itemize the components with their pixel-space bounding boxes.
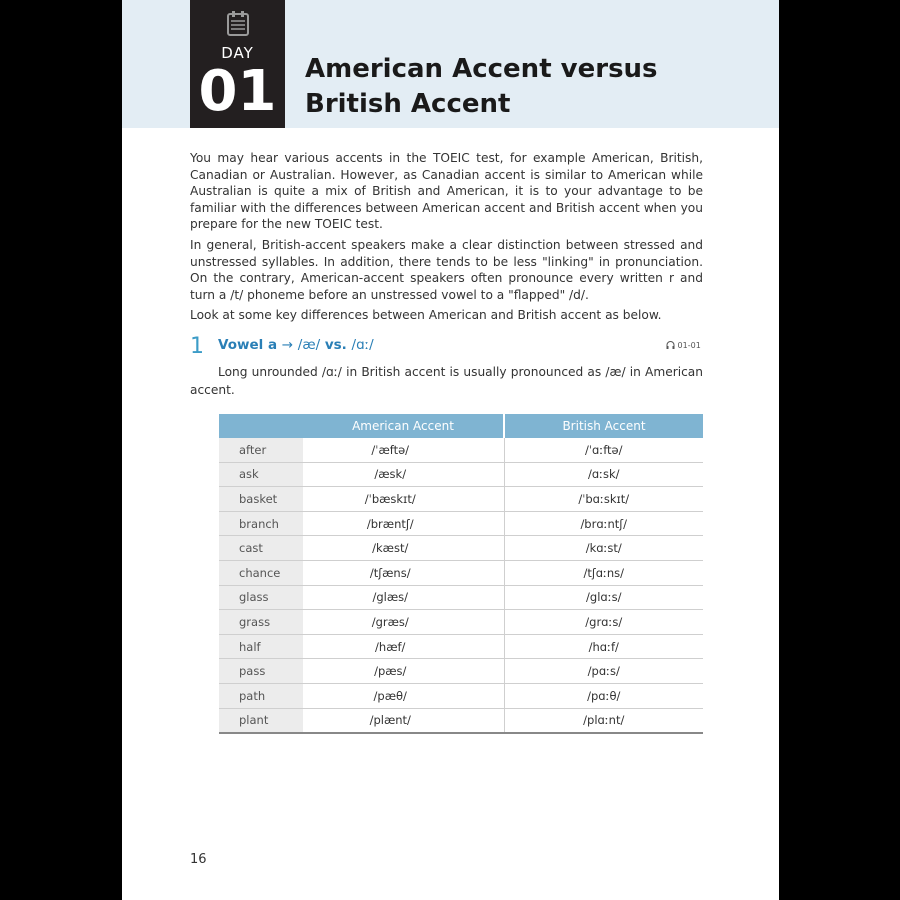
american-cell: /pæθ/ [303, 683, 504, 708]
table-row [219, 683, 703, 708]
american-cell: /græs/ [303, 610, 504, 635]
table-header-row [219, 414, 703, 438]
american-cell: /plænt/ [303, 708, 504, 733]
american-cell: /kæst/ [303, 536, 504, 561]
header-american: American Accent [303, 414, 504, 438]
american-cell: /glæs/ [303, 585, 504, 610]
header-word [219, 414, 303, 438]
american-cell: /æsk/ [303, 462, 504, 487]
american-cell: /ˈbæskɪt/ [303, 487, 504, 512]
british-cell: /ɑːsk/ [504, 462, 703, 487]
section-ipa-1: /æ/ [297, 337, 321, 353]
table-row [219, 438, 703, 462]
section-description: Long unrounded /ɑː/ in British accent is usually pronounced as /æ/ in American accent. [190, 365, 703, 397]
table-row [219, 536, 703, 561]
section-number: 1 [190, 334, 204, 359]
word-cell: pass [219, 659, 303, 684]
intro-paragraph-1: You may hear various accents in the TOEIC test, for example American, British, Canadian or Australian. However, as Canadian accent is similar to American while Australian is quite a mix of British and American, it is to your advantage to be familiar with the differences between American accent and British accent when you prepare for the new TOEIC test. [190, 151, 703, 232]
section-title-bold: Vowel a [218, 337, 278, 353]
word-cell: path [219, 683, 303, 708]
word-cell: plant [219, 708, 303, 733]
arrow-icon: → [281, 337, 294, 353]
page-number: 16 [190, 852, 207, 867]
table-row [219, 487, 703, 512]
intro-text [190, 150, 703, 328]
british-cell: /pɑːs/ [504, 659, 703, 684]
accent-table [219, 414, 703, 734]
american-cell: /ˈæftə/ [303, 438, 504, 462]
audio-track-label: 01-01 [677, 341, 701, 350]
intro-paragraph-3: Look at some key differences between American and British accent as below. [190, 308, 662, 323]
table-row [219, 560, 703, 585]
british-cell: /tʃɑːns/ [504, 560, 703, 585]
word-cell: chance [219, 560, 303, 585]
word-cell: glass [219, 585, 303, 610]
table-row [219, 462, 703, 487]
word-cell: basket [219, 487, 303, 512]
title-line-2: British Accent [305, 89, 511, 119]
word-cell: ask [219, 462, 303, 487]
american-cell: /bræntʃ/ [303, 511, 504, 536]
headphones-icon [666, 341, 675, 349]
british-cell: /brɑːntʃ/ [504, 511, 703, 536]
american-cell: /pæs/ [303, 659, 504, 684]
section-vs: vs. [324, 337, 347, 353]
british-cell: /grɑːs/ [504, 610, 703, 635]
british-cell: /plɑːnt/ [504, 708, 703, 733]
word-cell: half [219, 634, 303, 659]
title-line-1: American Accent versus [305, 54, 658, 84]
section-ipa-2: /ɑː/ [351, 337, 374, 353]
british-cell: /ˈɑːftə/ [504, 438, 703, 462]
word-cell: branch [219, 511, 303, 536]
book-page [122, 0, 779, 900]
british-cell: /ˈbɑːskɪt/ [504, 487, 703, 512]
word-cell: after [219, 438, 303, 462]
word-cell: cast [219, 536, 303, 561]
table-row [219, 610, 703, 635]
section-title [218, 337, 374, 353]
day-number: 01 [198, 59, 277, 124]
table-row [219, 708, 703, 733]
table-row [219, 634, 703, 659]
word-cell: grass [219, 610, 303, 635]
american-cell: /tʃæns/ [303, 560, 504, 585]
audio-track[interactable] [666, 341, 701, 350]
table-row [219, 585, 703, 610]
calendar-icon [227, 10, 249, 36]
british-cell: /glɑːs/ [504, 585, 703, 610]
table-row [219, 511, 703, 536]
page-title [305, 52, 658, 122]
british-cell: /kɑːst/ [504, 536, 703, 561]
american-cell: /hæf/ [303, 634, 504, 659]
intro-paragraph-2: In general, British-accent speakers make a clear distinction between stressed and unstressed syllables. In addition, there tends to be less "linking" in pronunciation. On the contrary, American-accent speakers often pronounce every written r and turn a /t/ phoneme before an unstressed vowel to a "flapped" /d/. [190, 237, 703, 302]
british-cell: /pɑːθ/ [504, 683, 703, 708]
day-badge [190, 0, 285, 128]
table-row [219, 659, 703, 684]
day-label: DAY [221, 44, 254, 62]
british-cell: /hɑːf/ [504, 634, 703, 659]
header-british: British Accent [504, 414, 703, 438]
